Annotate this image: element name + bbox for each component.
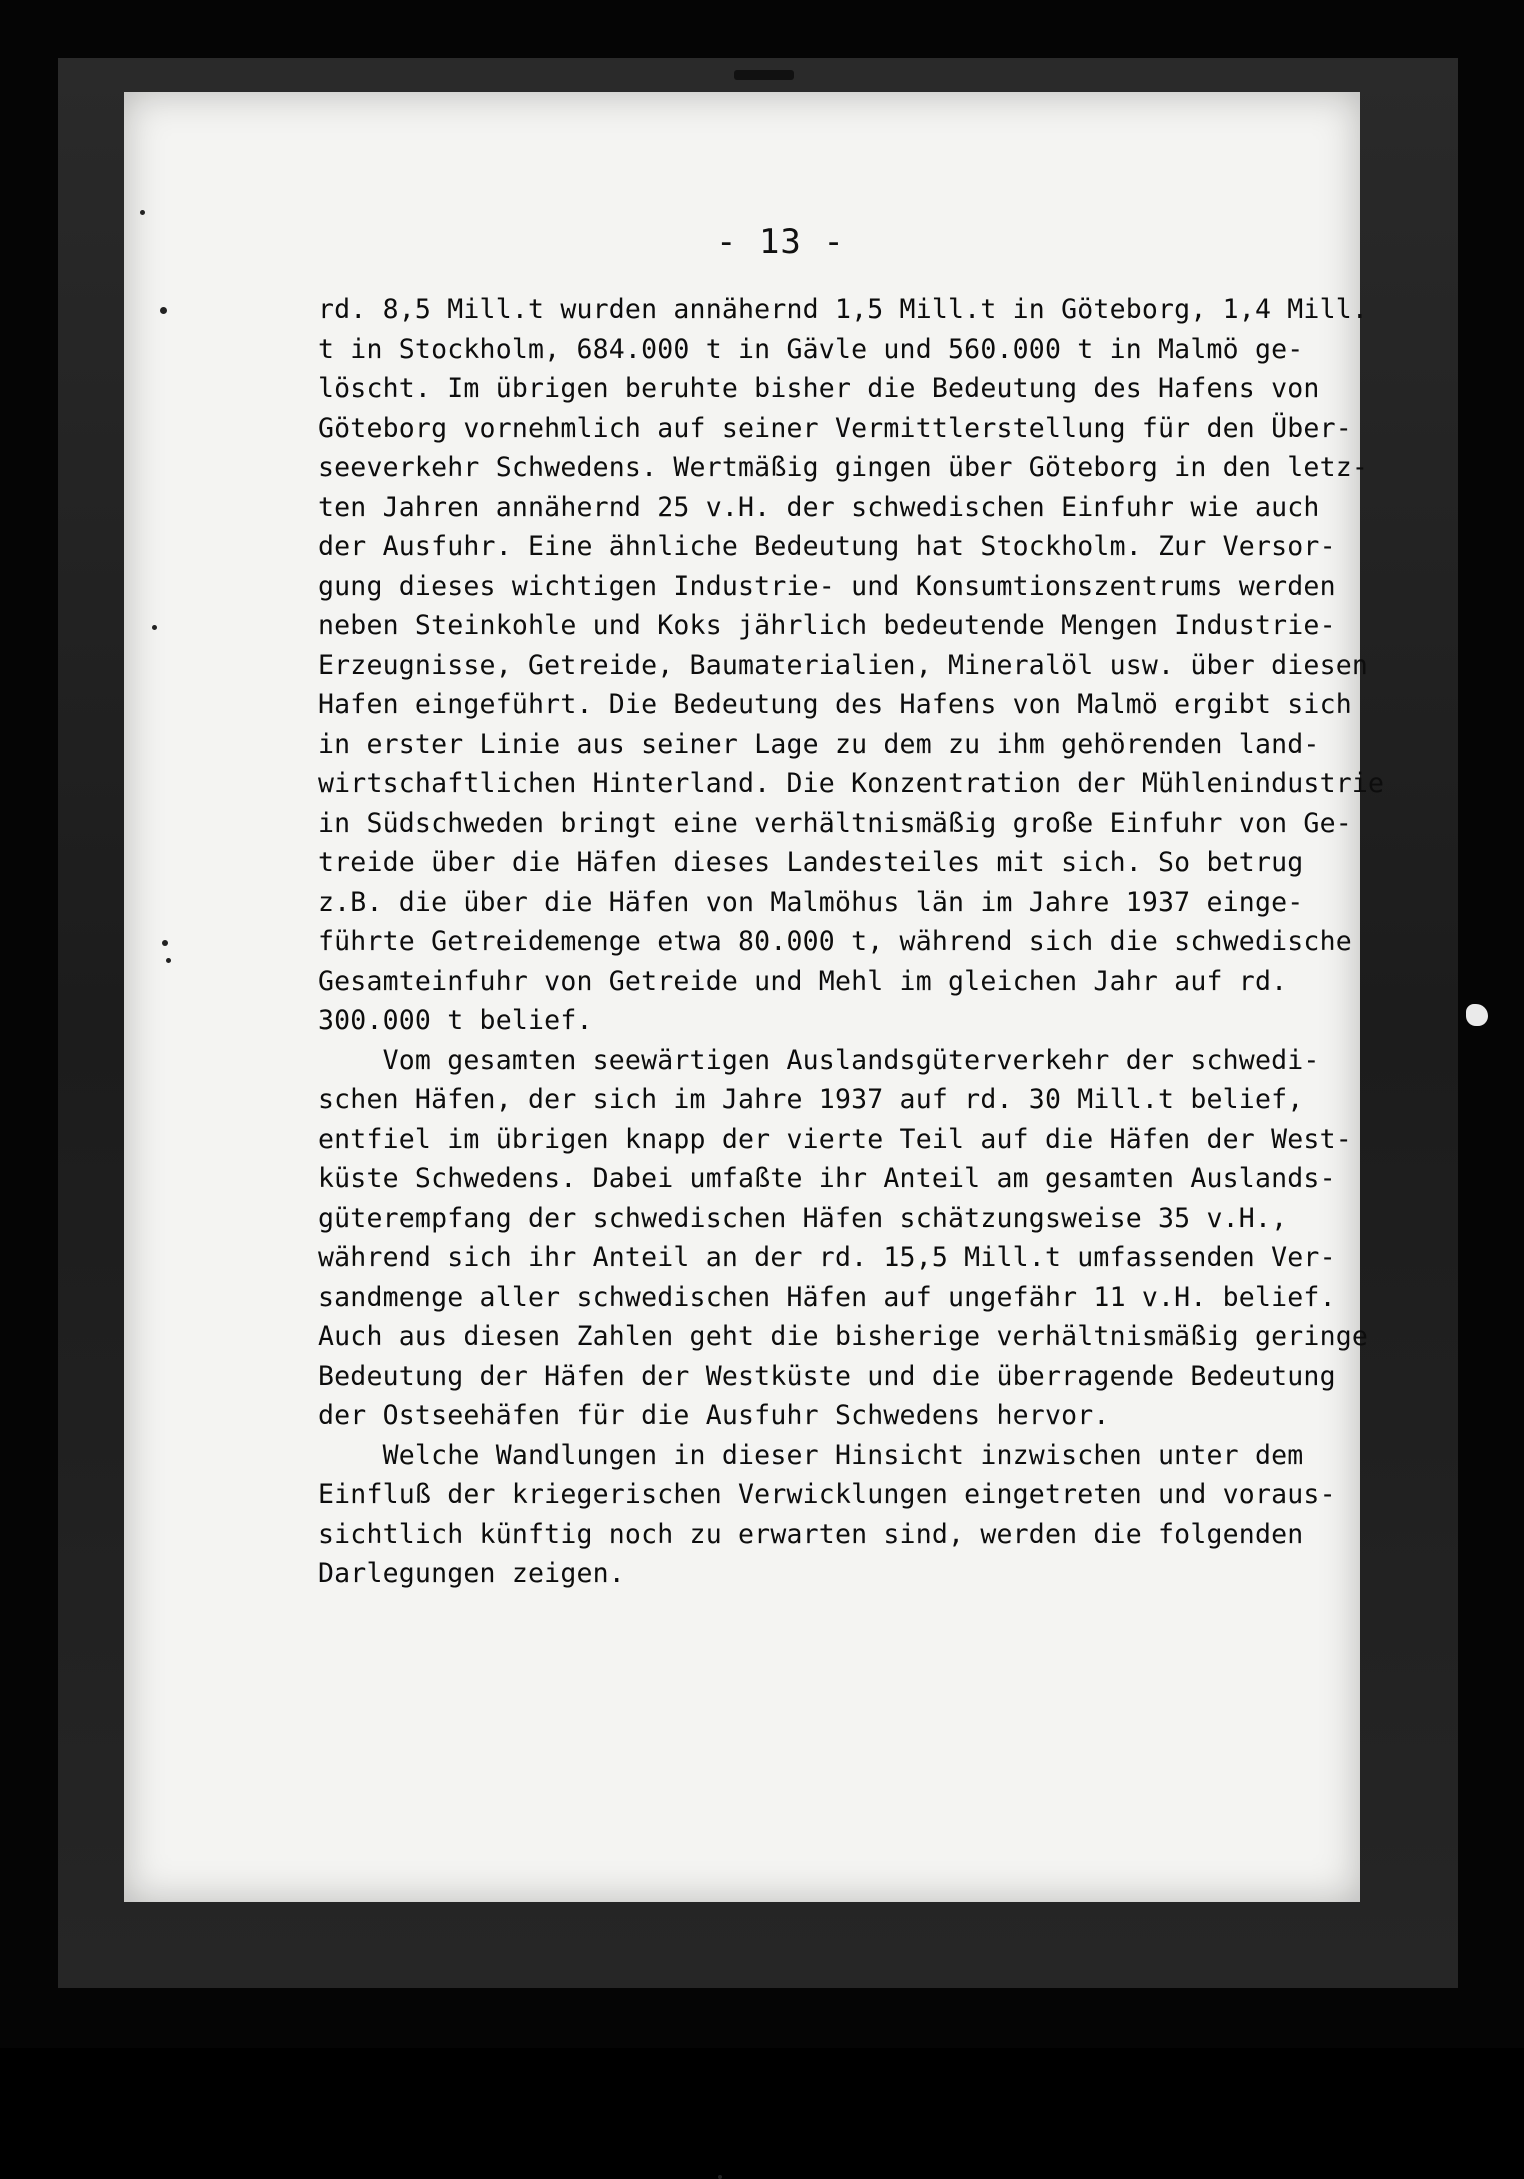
page-notch [734, 70, 794, 80]
text-line: Auch aus diesen Zahlen geht die bisherige verhältnismäßig geringe [318, 1321, 1369, 1352]
margin-speck [140, 210, 145, 215]
text-line: in Südschweden bringt eine verhältnismäßig große Einfuhr von Ge- [318, 807, 1352, 839]
text-line: Gesamteinfuhr von Getreide und Mehl im gleichen Jahr auf rd. [318, 965, 1288, 997]
text-line: treide über die Häfen dieses Landesteiles mit sich. So betrug [318, 847, 1304, 878]
margin-speck [152, 625, 157, 630]
body-text [318, 290, 1385, 1594]
margin-speck [166, 958, 171, 963]
text-line: Erzeugnisse, Getreide, Baumaterialien, Mineralöl usw. über diesen [318, 649, 1369, 681]
text-line: Hafen eingeführt. Die Bedeutung des Hafens von Malmö ergibt sich [318, 689, 1352, 720]
text-line: 300.000 t belief. [318, 1005, 593, 1036]
text-line: sichtlich künftig noch zu erwarten sind, werden die folgenden [318, 1518, 1304, 1550]
text-line: gung dieses wichtigen Industrie- und Konsumtionszentrums werden [318, 570, 1336, 602]
text-line: neben Steinkohle und Koks jährlich bedeutende Mengen Industrie- [318, 610, 1336, 641]
margin-speck [160, 307, 167, 314]
text-line: führte Getreidemenge etwa 80.000 t, während sich die schwedische [318, 926, 1352, 957]
text-line: Welche Wandlungen in dieser Hinsicht inzwischen unter dem [318, 1439, 1304, 1471]
text-line: der Ostseehäfen für die Ausfuhr Schwedens hervor. [318, 1400, 1110, 1431]
text-line: Göteborg vornehmlich auf seiner Vermittlerstellung für den Über- [318, 412, 1352, 444]
text-line: Vom gesamten seewärtigen Auslandsgüterverkehr der schwedi- [318, 1044, 1320, 1076]
text-line: Darlegungen zeigen. [318, 1558, 625, 1589]
text-line: wirtschaftlichen Hinterland. Die Konzentration der Mühlenindustrie [318, 768, 1385, 799]
text-line: während sich ihr Anteil an der rd. 15,5 Mill.t umfassenden Ver- [318, 1242, 1336, 1273]
text-line: Einfluß der kriegerischen Verwicklungen eingetreten und voraus- [318, 1479, 1336, 1510]
text-line: küste Schwedens. Dabei umfaßte ihr Anteil am gesamten Auslands- [318, 1163, 1336, 1194]
text-line: entfiel im übrigen knapp der vierte Teil auf die Häfen der West- [318, 1123, 1352, 1155]
text-line: rd. 8,5 Mill.t wurden annähernd 1,5 Mill.t in Göteborg, 1,4 Mill. [318, 294, 1369, 325]
margin-speck [718, 2175, 722, 2179]
text-line: güterempfang der schwedischen Häfen schätzungsweise 35 v.H., [318, 1202, 1288, 1234]
text-line: löscht. Im übrigen beruhte bisher die Bedeutung des Hafens von [318, 373, 1320, 404]
text-line: seeverkehr Schwedens. Wertmäßig gingen über Göteborg in den letz- [318, 452, 1369, 483]
text-line: ten Jahren annähernd 25 v.H. der schwedischen Einfuhr wie auch [318, 491, 1320, 523]
edge-mark [1466, 1004, 1488, 1026]
margin-speck [162, 940, 168, 946]
text-line: der Ausfuhr. Eine ähnliche Bedeutung hat Stockholm. Zur Versor- [318, 531, 1336, 562]
text-line: in erster Linie aus seiner Lage zu dem zu ihm gehörenden land- [318, 728, 1320, 760]
text-line: z.B. die über die Häfen von Malmöhus län im Jahre 1937 einge- [318, 886, 1304, 918]
text-line: t in Stockholm, 684.000 t in Gävle und 560.000 t in Malmö ge- [318, 333, 1304, 365]
text-line: sandmenge aller schwedischen Häfen auf ungefähr 11 v.H. belief. [318, 1281, 1336, 1313]
page-number: - 13 - [716, 222, 845, 262]
text-line: Bedeutung der Häfen der Westküste und die überragende Bedeutung [318, 1360, 1336, 1392]
text-line: schen Häfen, der sich im Jahre 1937 auf rd. 30 Mill.t belief, [318, 1084, 1304, 1115]
